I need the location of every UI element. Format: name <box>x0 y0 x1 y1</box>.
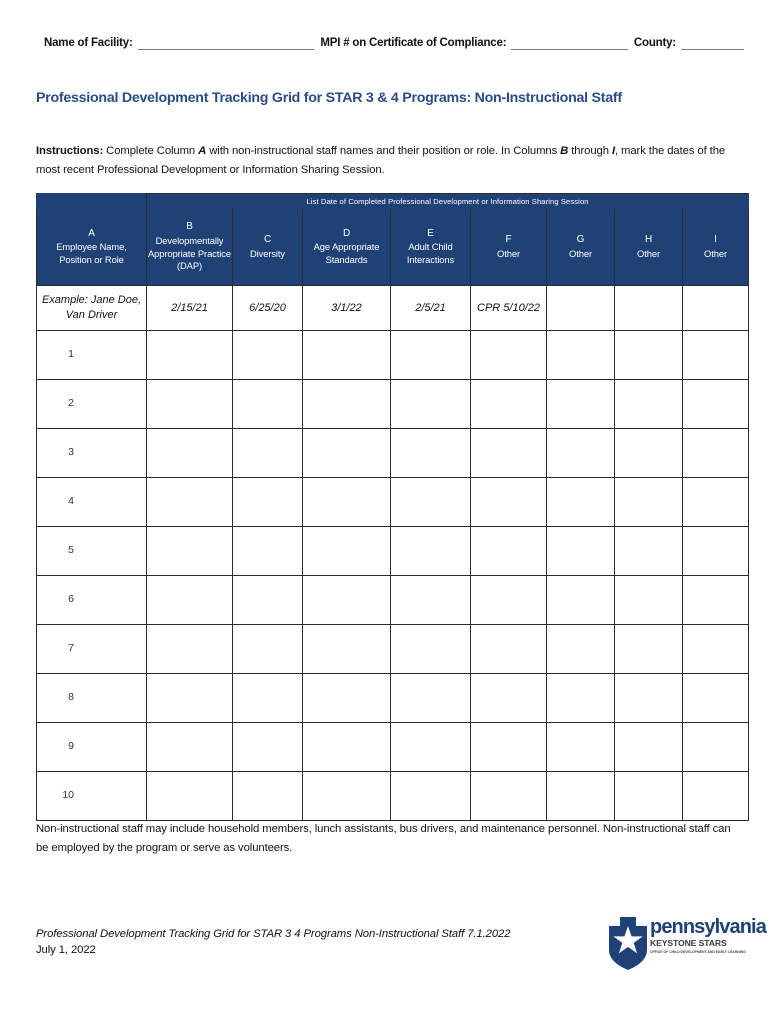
column-letter: G <box>576 233 585 245</box>
mpi-input[interactable] <box>511 36 628 50</box>
cell-h[interactable] <box>615 380 683 429</box>
cell-a[interactable] <box>37 380 147 429</box>
cell-h[interactable] <box>615 331 683 380</box>
cell-f[interactable] <box>471 723 547 772</box>
column-name-line: Other <box>497 247 520 259</box>
tracking-grid-table <box>36 193 749 821</box>
cell-i[interactable] <box>683 429 749 478</box>
cell-g[interactable] <box>547 478 615 527</box>
table-row <box>37 625 749 674</box>
cell-c[interactable] <box>233 478 303 527</box>
cell-c[interactable] <box>233 625 303 674</box>
cell-h[interactable] <box>615 723 683 772</box>
cell-h[interactable] <box>615 772 683 821</box>
instructions-label: Instructions: <box>36 145 104 157</box>
mpi-label: MPI # on Certificate of Compliance: <box>320 37 507 49</box>
table-row <box>37 723 749 772</box>
pennsylvania-keystone-stars-logo <box>606 912 766 974</box>
column-letter: H <box>644 233 653 245</box>
cell-h[interactable] <box>615 527 683 576</box>
cell-g[interactable] <box>547 331 615 380</box>
cell-e[interactable] <box>391 772 471 821</box>
cell-e[interactable] <box>391 723 471 772</box>
column-name-line: Interactions <box>406 253 455 265</box>
instructions-column-a: A <box>198 145 207 157</box>
cell-g[interactable] <box>547 527 615 576</box>
cell-e[interactable] <box>391 576 471 625</box>
instructions-paragraph <box>36 142 736 180</box>
cell-a[interactable] <box>37 576 147 625</box>
cell-g[interactable] <box>547 723 615 772</box>
cell-a[interactable] <box>37 674 147 723</box>
cell-a[interactable] <box>37 527 147 576</box>
instructions-column-i: I <box>611 145 615 157</box>
cell-d[interactable] <box>303 478 391 527</box>
logo-program-name: KEYSTONE STARS <box>650 938 727 948</box>
instructions-text-2: with non-instructional staff names and their position or role. In Columns <box>206 145 561 157</box>
row-number-4: 4 <box>68 495 74 507</box>
instructions-text-4: , mark the dates of the most recent Professional Development or Information Sharing Session. <box>36 145 726 176</box>
cell-c[interactable] <box>233 380 303 429</box>
cell-d[interactable] <box>303 429 391 478</box>
cell-d[interactable] <box>303 772 391 821</box>
table-row <box>37 674 749 723</box>
grid-header-band: List Date of Completed Professional Development or Information Sharing Session <box>147 194 749 209</box>
column-name-line: (DAP) <box>176 260 203 272</box>
example-name-line-2: Van Driver <box>65 309 118 321</box>
row-number-3: 3 <box>68 446 74 458</box>
grid-column-header-c <box>233 209 303 286</box>
cell-b[interactable] <box>147 674 233 723</box>
instructions-text-3: through <box>568 145 612 157</box>
cell-g[interactable] <box>547 674 615 723</box>
cell-g[interactable] <box>547 625 615 674</box>
example-cell-i[interactable] <box>683 286 749 331</box>
example-name-line-1: Example: Jane Doe, <box>41 294 142 306</box>
column-letter: C <box>263 233 272 245</box>
grid-column-header-e <box>391 209 471 286</box>
county-input[interactable] <box>681 36 744 50</box>
cell-d[interactable] <box>303 380 391 429</box>
cell-i[interactable] <box>683 527 749 576</box>
example-cell-f[interactable]: CPR 5/10/22 <box>471 286 547 331</box>
logo-wordmark: pennsylvania <box>650 916 766 938</box>
cell-f[interactable] <box>471 674 547 723</box>
cell-b[interactable] <box>147 576 233 625</box>
cell-c[interactable] <box>233 674 303 723</box>
column-letter: I <box>714 233 717 245</box>
cell-f[interactable] <box>471 429 547 478</box>
row-number-8: 8 <box>68 691 74 703</box>
tracking-grid-container <box>36 193 748 821</box>
column-name-line: Diversity <box>249 247 286 259</box>
cell-a[interactable] <box>37 429 147 478</box>
cell-d[interactable] <box>303 625 391 674</box>
cell-h[interactable] <box>615 478 683 527</box>
cell-i[interactable] <box>683 331 749 380</box>
cell-b[interactable] <box>147 772 233 821</box>
cell-h[interactable] <box>615 576 683 625</box>
cell-b[interactable] <box>147 429 233 478</box>
cell-h[interactable] <box>615 674 683 723</box>
keystone-icon <box>606 914 650 972</box>
grid-column-header-b <box>147 209 233 286</box>
example-cell-d[interactable]: 3/1/22 <box>303 286 391 331</box>
cell-i[interactable] <box>683 625 749 674</box>
table-row <box>37 429 749 478</box>
cell-f[interactable] <box>471 527 547 576</box>
footer-date: July 1, 2022 <box>36 944 96 956</box>
column-name-line: Other <box>704 247 727 259</box>
cell-f[interactable] <box>471 625 547 674</box>
column-name-line: Developmentally <box>155 234 224 246</box>
cell-a[interactable] <box>37 331 147 380</box>
cell-b[interactable] <box>147 331 233 380</box>
cell-i[interactable] <box>683 478 749 527</box>
cell-f[interactable] <box>471 478 547 527</box>
cell-f[interactable] <box>471 772 547 821</box>
cell-e[interactable] <box>391 527 471 576</box>
cell-h[interactable] <box>615 429 683 478</box>
table-row <box>37 478 749 527</box>
column-letter: B <box>186 221 193 233</box>
cell-d[interactable] <box>303 576 391 625</box>
cell-g[interactable] <box>547 772 615 821</box>
cell-e[interactable] <box>391 331 471 380</box>
page-title: Professional Development Tracking Grid for STAR 3 & 4 Programs: Non-Instructional Staff <box>36 90 622 106</box>
table-note: Non-instructional staff may include household members, lunch assistants, bus drivers, and maintenance personnel. Non-instructional staff can be employed by the program or serve as volunteers. <box>36 823 731 854</box>
cell-b[interactable] <box>147 478 233 527</box>
row-number-2: 2 <box>68 397 74 409</box>
cell-i[interactable] <box>683 772 749 821</box>
cell-c[interactable] <box>233 723 303 772</box>
table-row <box>37 331 749 380</box>
column-letter: F <box>505 233 512 245</box>
cell-b[interactable] <box>147 625 233 674</box>
grid-header <box>37 194 749 286</box>
grid-column-header-i <box>683 209 749 286</box>
cell-c[interactable] <box>233 331 303 380</box>
facility-label: Name of Facility: <box>44 37 133 49</box>
cell-c[interactable] <box>233 429 303 478</box>
cell-a[interactable] <box>37 625 147 674</box>
cell-i[interactable] <box>683 723 749 772</box>
column-letter: D <box>342 227 351 239</box>
example-cell-g[interactable] <box>547 286 615 331</box>
example-row <box>37 286 749 331</box>
grid-corner-cell <box>37 194 147 209</box>
cell-a[interactable] <box>37 478 147 527</box>
column-name-line: Standards <box>325 253 368 265</box>
row-number-1: 1 <box>68 348 74 360</box>
logo-tagline: OFFICE OF CHILD DEVELOPMENT AND EARLY LEARNING <box>650 950 746 954</box>
column-name-line: Other <box>637 247 660 259</box>
footer-document-reference: Professional Development Tracking Grid for STAR 3 4 Programs Non-Instructional Staff 7.1.2022 <box>36 928 511 940</box>
row-number-10: 10 <box>62 789 74 801</box>
cell-g[interactable] <box>547 576 615 625</box>
column-letter: E <box>427 227 434 239</box>
cell-e[interactable] <box>391 674 471 723</box>
row-number-5: 5 <box>68 544 74 556</box>
column-name-line: Employee Name, <box>56 241 127 253</box>
cell-a[interactable] <box>37 772 147 821</box>
cell-b[interactable] <box>147 723 233 772</box>
example-cell-e[interactable]: 2/5/21 <box>391 286 471 331</box>
cell-c[interactable] <box>233 772 303 821</box>
column-letter: A <box>88 227 95 239</box>
column-name-line: Position or Role <box>59 253 124 265</box>
grid-body <box>37 286 749 821</box>
cell-i[interactable] <box>683 380 749 429</box>
cell-f[interactable] <box>471 380 547 429</box>
grid-column-header-a <box>37 209 147 286</box>
example-cell-b[interactable]: 2/15/21 <box>147 286 233 331</box>
column-name-line: Other <box>569 247 592 259</box>
cell-b[interactable] <box>147 380 233 429</box>
row-number-6: 6 <box>68 593 74 605</box>
cell-h[interactable] <box>615 625 683 674</box>
cell-i[interactable] <box>683 674 749 723</box>
column-name-line: Adult Child <box>408 241 453 253</box>
column-name-line: Appropriate Practice <box>148 247 231 259</box>
grid-column-header-h <box>615 209 683 286</box>
table-row <box>37 772 749 821</box>
example-cell-h[interactable] <box>615 286 683 331</box>
cell-b[interactable] <box>147 527 233 576</box>
cell-f[interactable] <box>471 331 547 380</box>
grid-column-header-row <box>37 209 749 286</box>
grid-column-header-d <box>303 209 391 286</box>
cell-e[interactable] <box>391 478 471 527</box>
example-cell-c[interactable]: 6/25/20 <box>233 286 303 331</box>
cell-d[interactable] <box>303 527 391 576</box>
grid-column-header-g <box>547 209 615 286</box>
cell-f[interactable] <box>471 576 547 625</box>
cell-e[interactable] <box>391 625 471 674</box>
cell-g[interactable] <box>547 429 615 478</box>
instructions-text-1: Complete Column <box>106 145 199 157</box>
instructions-column-b: B <box>560 145 569 157</box>
cell-c[interactable] <box>233 576 303 625</box>
facility-input[interactable] <box>138 36 315 50</box>
table-row <box>37 576 749 625</box>
cell-d[interactable] <box>303 674 391 723</box>
cell-i[interactable] <box>683 576 749 625</box>
column-name-line: Age Appropriate <box>313 241 380 253</box>
cell-e[interactable] <box>391 380 471 429</box>
example-cell-a[interactable] <box>37 286 147 331</box>
table-row <box>37 527 749 576</box>
grid-column-header-f <box>471 209 547 286</box>
county-label: County: <box>633 37 676 49</box>
grid-header-band-row <box>37 194 749 209</box>
logo-text-block <box>650 916 766 955</box>
row-number-7: 7 <box>68 642 74 654</box>
cell-e[interactable] <box>391 429 471 478</box>
facility-form-line <box>44 36 744 50</box>
row-number-9: 9 <box>68 740 74 752</box>
cell-c[interactable] <box>233 527 303 576</box>
table-row <box>37 380 749 429</box>
cell-d[interactable] <box>303 331 391 380</box>
cell-g[interactable] <box>547 380 615 429</box>
cell-a[interactable] <box>37 723 147 772</box>
cell-d[interactable] <box>303 723 391 772</box>
